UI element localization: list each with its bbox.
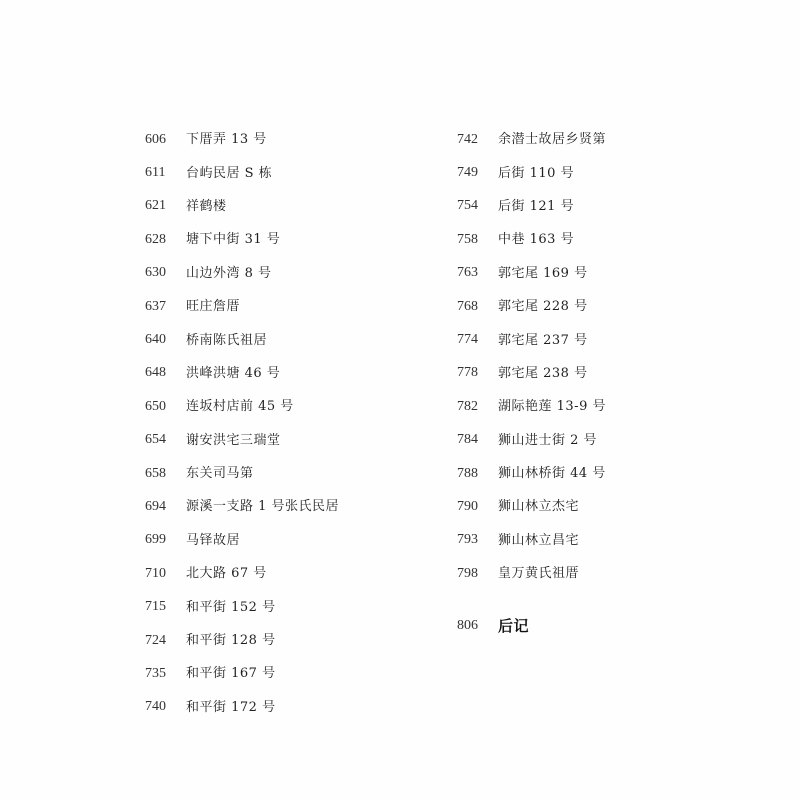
entry-title: 中巷 163 号 [498,232,575,248]
page-number: 606 [145,131,166,147]
toc-entry[interactable] [145,490,339,523]
page-number: 790 [457,498,478,514]
entry-title: 连坂村店前 45 号 [186,399,294,415]
page-number: 710 [145,565,166,581]
toc-entry[interactable] [145,357,339,390]
page-number: 768 [457,298,478,314]
entry-title: 狮山进士街 2 号 [498,432,598,448]
page-number: 715 [145,599,166,615]
page-number: 735 [145,665,166,681]
toc-entry[interactable] [145,624,339,657]
page-number: 774 [457,332,478,348]
entry-title: 湖际艳莲 13-9 号 [498,399,606,415]
entry-title: 和平街 128 号 [186,633,276,649]
entry-title: 郭宅尾 238 号 [498,365,588,381]
toc-entry[interactable] [145,257,339,290]
toc-entry[interactable] [145,190,339,223]
toc-entry[interactable] [145,156,339,189]
toc-entry[interactable] [145,223,339,256]
entry-title: 余潜士故居乡贤第 [498,132,607,148]
afterword-title: 后记 [498,616,530,635]
toc-entry[interactable] [457,323,606,356]
page-number: 788 [457,465,478,481]
page-number: 699 [145,532,166,548]
entry-title: 北大路 67 号 [186,566,267,582]
toc-entry[interactable] [457,457,606,490]
entry-title: 皇万黄氏祖厝 [498,566,580,582]
entry-title: 旺庄詹厝 [186,299,241,315]
page-number: 628 [145,231,166,247]
toc-entry[interactable] [145,557,339,590]
page-number: 648 [145,365,166,381]
entry-title: 祥鹤楼 [186,198,227,214]
toc-entry[interactable] [457,257,606,290]
page-number: 694 [145,498,166,514]
toc-entry[interactable] [457,156,606,189]
toc-entry[interactable] [145,657,339,690]
toc-entry[interactable] [457,490,606,523]
page-number: 630 [145,265,166,281]
toc-entry[interactable] [457,223,606,256]
page-number: 724 [145,632,166,648]
toc-entry[interactable] [145,323,339,356]
page-number: 637 [145,298,166,314]
page-number: 806 [457,618,478,634]
entry-title: 山边外湾 8 号 [186,265,272,281]
page-number: 754 [457,198,478,214]
toc-entry[interactable] [457,190,606,223]
entry-title: 狮山林立昌宅 [498,532,580,548]
entry-title: 台屿民居 S 栋 [186,165,273,181]
entry-title: 和平街 152 号 [186,599,276,615]
page-number: 658 [145,465,166,481]
entry-title: 下厝弄 13 号 [186,132,267,148]
page-number: 782 [457,398,478,414]
page-number: 650 [145,398,166,414]
toc-entry[interactable] [145,524,339,557]
page-number: 654 [145,432,166,448]
entry-title: 洪峰洪塘 46 号 [186,365,281,381]
page-number: 621 [145,198,166,214]
entry-title: 郭宅尾 169 号 [498,265,588,281]
page-number: 763 [457,265,478,281]
toc-entry[interactable] [457,424,606,457]
toc-entry[interactable] [457,557,606,590]
toc-left-column [145,123,339,724]
entry-title: 塘下中街 31 号 [186,232,281,248]
page-number: 758 [457,231,478,247]
toc-entry[interactable] [145,290,339,323]
entry-title: 和平街 172 号 [186,699,276,715]
entry-title: 郭宅尾 228 号 [498,299,588,315]
entry-title: 和平街 167 号 [186,666,276,682]
toc-entry[interactable] [145,123,339,156]
page-number: 793 [457,532,478,548]
toc-entry[interactable] [145,590,339,623]
entry-title: 郭宅尾 237 号 [498,332,588,348]
page-number: 784 [457,432,478,448]
page-number: 778 [457,365,478,381]
entry-title: 桥南陈氏祖居 [186,332,268,348]
entry-title: 狮山林桥街 44 号 [498,466,606,482]
toc-entry-afterword[interactable] [457,609,606,642]
toc-entry[interactable] [145,390,339,423]
entry-title: 马铎故居 [186,532,241,548]
toc-entry[interactable] [457,390,606,423]
entry-title: 源溪一支路 1 号张氏民居 [186,499,340,515]
entry-title: 东关司马第 [186,466,254,482]
page-number: 611 [145,165,166,181]
page-number: 740 [145,699,166,715]
toc-entry[interactable] [145,691,339,724]
page-number: 742 [457,131,478,147]
page-number: 640 [145,332,166,348]
toc-entry[interactable] [457,357,606,390]
entry-title: 狮山林立杰宅 [498,499,580,515]
page-number: 749 [457,165,478,181]
entry-title: 后街 110 号 [498,165,575,181]
toc-entry[interactable] [457,290,606,323]
toc-entry[interactable] [145,424,339,457]
toc-right-column [457,123,606,643]
toc-entry[interactable] [145,457,339,490]
entry-title: 谢安洪宅三瑞堂 [186,432,281,448]
page-number: 798 [457,565,478,581]
toc-entry[interactable] [457,123,606,156]
toc-entry[interactable] [457,524,606,557]
entry-title: 后街 121 号 [498,198,575,214]
